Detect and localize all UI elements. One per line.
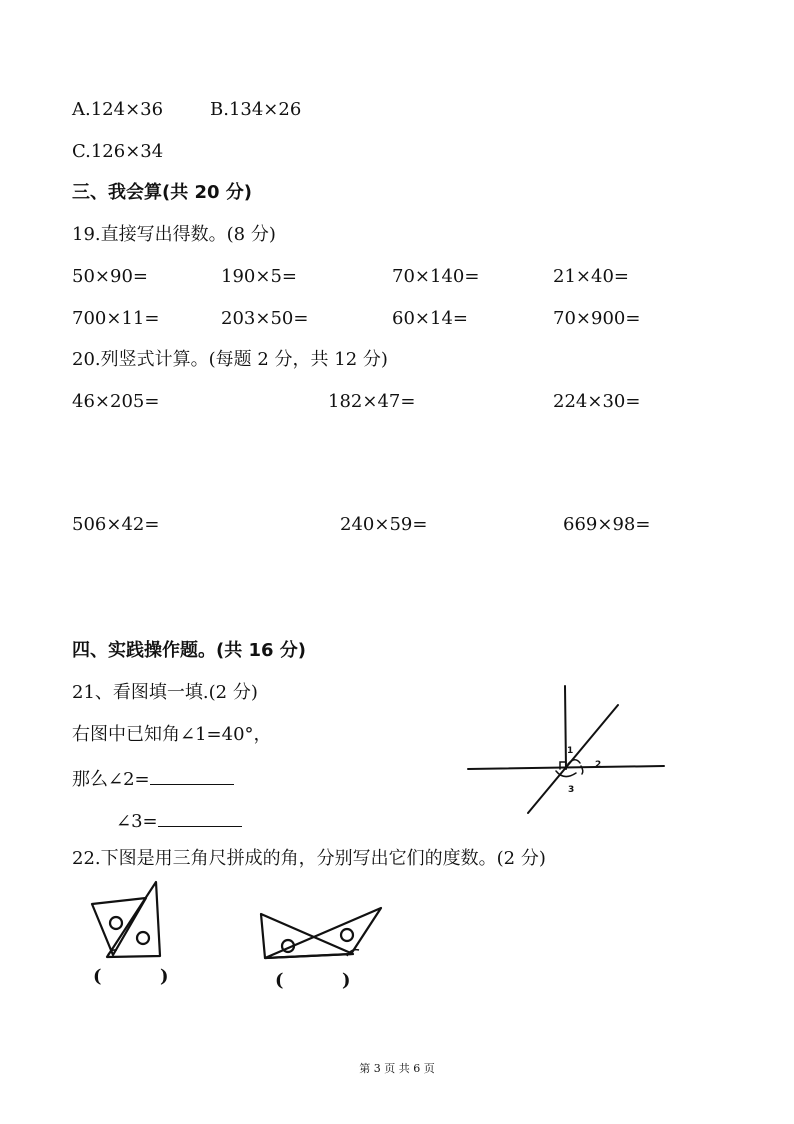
slanted-line xyxy=(528,705,618,813)
triangle-ruler xyxy=(92,898,146,955)
section4-title: 四、实践操作题。(共 16 分) xyxy=(72,640,307,661)
q19-item: 50×90= xyxy=(72,266,148,287)
paren-close: ) xyxy=(342,970,351,991)
q19-item: 190×5= xyxy=(221,266,297,287)
q19-item: 70×900= xyxy=(553,308,641,329)
angle-label-2: 2 xyxy=(595,760,602,770)
q19-item: 70×140= xyxy=(392,266,480,287)
paren-open: ( xyxy=(93,966,102,987)
ruler-hole xyxy=(341,929,353,941)
option-a: A.124×36 xyxy=(72,99,164,120)
ruler-hole xyxy=(110,917,122,929)
paren-close: ) xyxy=(160,966,169,987)
option-b: B.134×26 xyxy=(210,99,302,120)
triangle-ruler xyxy=(261,914,353,958)
option-c: C.126×34 xyxy=(72,141,164,162)
q21-label: 21、看图填一填.(2 分) xyxy=(72,682,258,703)
ruler-hole xyxy=(137,932,149,944)
q20-item: 46×205= xyxy=(72,391,160,412)
q20-item: 224×30= xyxy=(553,391,641,412)
q20-item: 240×59= xyxy=(340,514,428,535)
angle-label-3: 3 xyxy=(568,785,575,795)
q20-item: 182×47= xyxy=(328,391,416,412)
q19-label: 19.直接写出得数。(8 分) xyxy=(72,224,276,245)
q19-item: 21×40= xyxy=(553,266,629,287)
q19-item: 60×14= xyxy=(392,308,468,329)
paren-open: ( xyxy=(275,970,284,991)
q20-item: 669×98= xyxy=(563,514,651,535)
q19-item: 203×50= xyxy=(221,308,309,329)
q19-item: 700×11= xyxy=(72,308,160,329)
q21-given: 右图中已知角∠1=40°， xyxy=(72,724,272,745)
answer-blank[interactable] xyxy=(150,768,234,785)
q20-label: 20.列竖式计算。(每题 2 分，共 12 分) xyxy=(72,349,388,370)
set-square-figure-2 xyxy=(255,900,390,972)
answer-blank[interactable] xyxy=(158,810,242,827)
vertical-ray xyxy=(565,686,566,769)
q20-item: 506×42= xyxy=(72,514,160,535)
triangle-ruler xyxy=(265,908,381,958)
section3-title: 三、我会算(共 20 分) xyxy=(72,182,253,203)
angle-figure xyxy=(460,680,670,820)
angle-label-1: 1 xyxy=(567,746,574,756)
page-footer: 第 3 页 共 6 页 xyxy=(359,1062,435,1075)
q21-angle2: 那么∠2= xyxy=(72,768,234,789)
q22-label: 22.下图是用三角尺拼成的角，分别写出它们的度数。(2 分) xyxy=(72,848,546,869)
q21-angle3: ∠3= xyxy=(116,810,242,831)
